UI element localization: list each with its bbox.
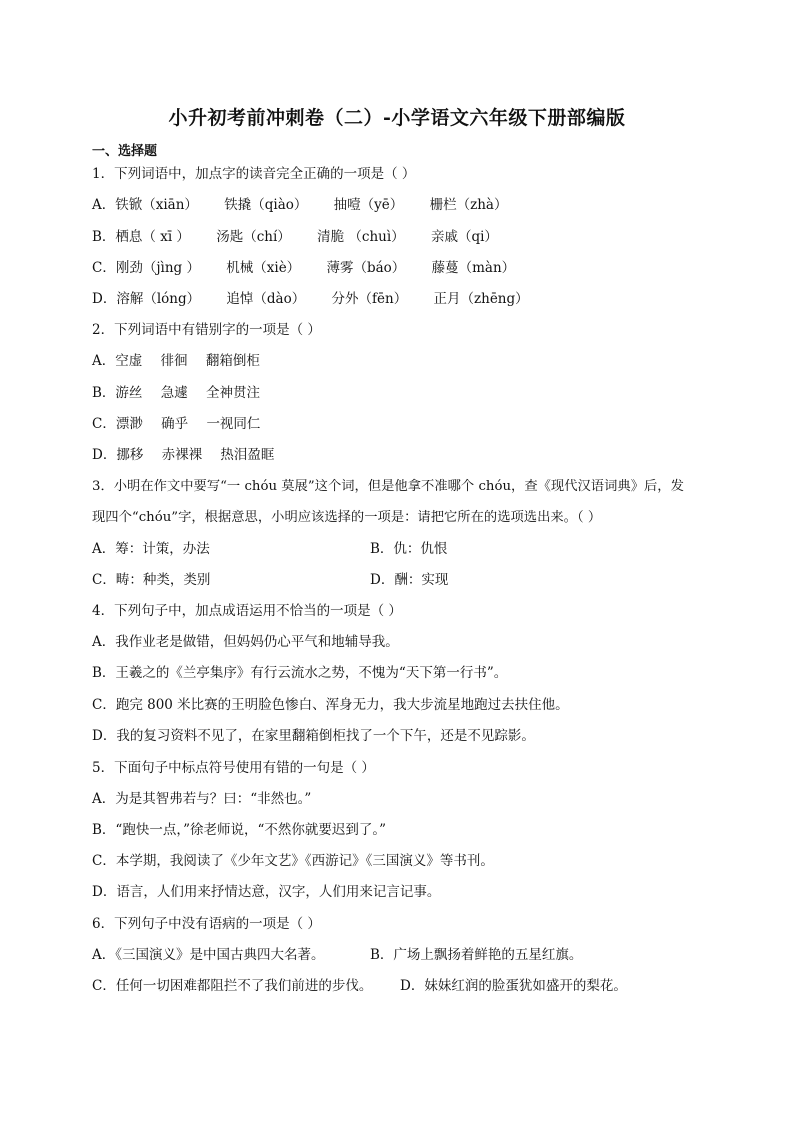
- question-4-option-d[interactable]: D．我的复习资料不见了，在家里翻箱倒柜找了一个下午，还是不见踪影。: [92, 728, 535, 744]
- question-1-stem: 1．下列词语中，加点字的读音完全正确的一项是（ ）: [92, 166, 416, 182]
- question-1-option-c[interactable]: C．刚劲（jìng ） 机械（xiè） 薄雾（báo） 藤蔓（màn）: [92, 260, 516, 276]
- question-4-stem: 4．下列句子中，加点成语运用不恰当的一项是（ ）: [92, 603, 402, 619]
- question-2-option-b[interactable]: B．游丝 急遽 全神贯注: [92, 385, 261, 401]
- question-3-option-a[interactable]: A．筹：计策，办法: [92, 541, 210, 557]
- question-5-option-c[interactable]: C．本学期，我阅读了《少年文艺》《西游记》《三国演义》等书刊。: [92, 853, 494, 869]
- question-6-option-a[interactable]: A．《三国演义》是中国古典四大名著。: [92, 947, 325, 963]
- page-title: 小升初考前冲刺卷（二）-小学语文六年级下册部编版: [168, 107, 626, 129]
- question-2-option-d[interactable]: D．挪移 赤裸裸 热泪盈眶: [92, 447, 275, 463]
- question-4-option-a[interactable]: A．我作业老是做错，但妈妈仍心平气和地辅导我。: [92, 634, 399, 650]
- question-2-stem: 2．下列词语中有错别字的一项是（ ）: [92, 322, 321, 338]
- question-3-stem-line-1: 3．小明在作文中要写“一 chóu 莫展”这个词，但是他拿不准哪个 chóu，查《现代汉语词典》后，发: [92, 479, 684, 494]
- question-3-option-c[interactable]: C．畴：种类，类别: [92, 572, 211, 588]
- question-1-option-d[interactable]: D．溶解（lóng） 追悼（dào） 分外（fēn） 正月（zhēng）: [92, 291, 529, 307]
- question-2-option-a[interactable]: A．空虚 徘徊 翻箱倒柜: [92, 353, 260, 369]
- question-3-stem-line-2: 现四个“chóu”字，根据意思，小明应该选择的一项是：请把它所在的选项选出来。（ ）: [92, 510, 602, 525]
- question-5-option-b[interactable]: B．“跑快一点，”徐老师说，“不然你就要迟到了。”: [92, 822, 387, 838]
- question-3-option-b[interactable]: B．仇：仇恨: [370, 541, 448, 557]
- question-4-option-b[interactable]: B．王羲之的《兰亭集序》有行云流水之势，不愧为“天下第一行书”。: [92, 665, 508, 681]
- question-4-option-c[interactable]: C．跑完 800 米比赛的王明脸色惨白、浑身无力，我大步流星地跑过去扶住他。: [92, 697, 569, 713]
- section-heading: 一、选择题: [92, 144, 158, 159]
- question-6-option-c[interactable]: C．任何一切困难都阻拦不了我们前进的步伐。: [92, 978, 373, 994]
- question-1-option-a[interactable]: A．铁锨（xiān） 铁撬（qiào） 抽噎（yē） 栅栏（zhà）: [92, 197, 508, 213]
- question-5-option-a[interactable]: A．为是其智弗若与？曰：“非然也。”: [92, 791, 312, 807]
- question-5-option-d[interactable]: D．语言，人们用来抒情达意，汉字，人们用来记言记事。: [92, 884, 441, 900]
- question-6-stem: 6．下列句子中没有语病的一项是（ ）: [92, 916, 321, 932]
- question-2-option-c[interactable]: C．漂渺 确乎 一视同仁: [92, 416, 261, 432]
- question-6-option-b[interactable]: B．广场上飘扬着鲜艳的五星红旗。: [370, 947, 583, 963]
- question-5-stem: 5．下面句子中标点符号使用有错的一句是（ ）: [92, 760, 375, 776]
- question-6-option-d[interactable]: D．妹妹红润的脸蛋犹如盛开的梨花。: [400, 978, 627, 994]
- question-1-option-b[interactable]: B．栖息（ xī ） 汤匙（chí） 清脆 （chuì） 亲戚（qi）: [92, 229, 498, 245]
- question-3-option-d[interactable]: D．酬：实现: [370, 572, 449, 588]
